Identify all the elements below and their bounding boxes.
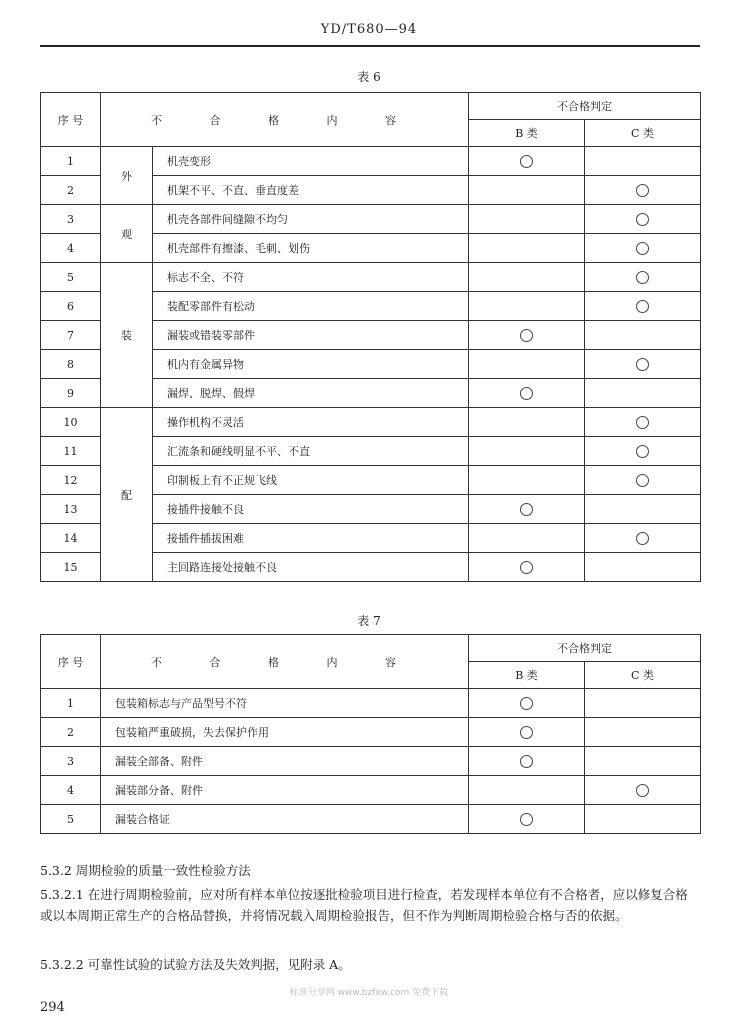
table-row [41, 408, 701, 437]
table-row [41, 718, 701, 747]
row-content: 包装箱标志与产品型号不符 [101, 689, 469, 718]
judge-c-cell [585, 524, 701, 553]
table-row [41, 205, 701, 234]
row-content: 机内有金属异物 [153, 350, 469, 379]
section-paragraph-2: 5.3.2.2 可靠性试验的试验方法及失效判据，见附录 A。 [40, 957, 351, 972]
conformity-mark-icon [636, 242, 649, 255]
table7-header-judge: 不合格判定 [469, 635, 701, 662]
judge-b-cell [469, 205, 585, 234]
conformity-mark-icon [636, 271, 649, 284]
judge-c-cell [585, 776, 701, 805]
table6-header-c: C 类 [585, 120, 701, 147]
table7-header-content [101, 635, 469, 689]
conformity-mark-icon [636, 784, 649, 797]
judge-c-cell [585, 205, 701, 234]
row-content: 接插件接触不良 [153, 495, 469, 524]
row-index: 2 [41, 718, 101, 747]
row-index: 5 [41, 263, 101, 292]
judge-b-cell [469, 176, 585, 205]
group-label-pei [101, 408, 153, 582]
row-content: 装配零部件有松动 [153, 292, 469, 321]
judge-c-cell [585, 379, 701, 408]
table6-header-content [101, 93, 469, 147]
table7-caption: 表 7 [357, 614, 381, 628]
group-label-text: 配 [121, 488, 132, 502]
judge-c-cell [585, 350, 701, 379]
judge-b-cell [469, 292, 585, 321]
table7-header-index: 序 号 [41, 635, 101, 689]
judge-b-cell [469, 553, 585, 582]
conformity-mark-icon [636, 474, 649, 487]
header-rule [40, 45, 700, 47]
judge-c-cell [585, 553, 701, 582]
row-content: 漏装全部备、附件 [101, 747, 469, 776]
group-label-wai [101, 147, 153, 205]
row-content: 汇流条和硬线明显不平、不直 [153, 437, 469, 466]
doc-header-code: YD/T680—94 [320, 22, 418, 37]
judge-c-cell [585, 292, 701, 321]
row-index: 1 [41, 689, 101, 718]
row-index: 10 [41, 408, 101, 437]
row-content: 漏装或错装零部件 [153, 321, 469, 350]
table-row [41, 263, 701, 292]
judge-b-cell [469, 379, 585, 408]
conformity-mark-icon [520, 561, 533, 574]
row-content: 机壳部件有擦漆、毛刺、划伤 [153, 234, 469, 263]
judge-b-cell [469, 495, 585, 524]
judge-c-cell [585, 321, 701, 350]
table6-header-b: B 类 [469, 120, 585, 147]
judge-b-cell [469, 805, 585, 834]
table6-caption: 表 6 [357, 70, 381, 84]
judge-c-cell [585, 747, 701, 776]
row-index: 12 [41, 466, 101, 495]
row-content: 漏装部分备、附件 [101, 776, 469, 805]
conformity-mark-icon [636, 213, 649, 226]
row-index: 1 [41, 147, 101, 176]
table-row [41, 747, 701, 776]
table6 [40, 92, 701, 582]
judge-b-cell [469, 524, 585, 553]
watermark-text: 标准分享网 www.bzfxw.com 免费下载 [289, 988, 449, 998]
judge-c-cell [585, 147, 701, 176]
table-row [41, 689, 701, 718]
row-index: 2 [41, 176, 101, 205]
row-content: 机壳各部件间缝隙不均匀 [153, 205, 469, 234]
row-index: 4 [41, 234, 101, 263]
row-index: 3 [41, 205, 101, 234]
judge-b-cell [469, 776, 585, 805]
table6-header-index: 序 号 [41, 93, 101, 147]
judge-c-cell [585, 437, 701, 466]
judge-b-cell [469, 466, 585, 495]
conformity-mark-icon [520, 329, 533, 342]
judge-c-cell [585, 495, 701, 524]
judge-c-cell [585, 689, 701, 718]
group-label-text: 观 [121, 227, 132, 241]
conformity-mark-icon [520, 155, 533, 168]
row-index: 6 [41, 292, 101, 321]
row-content: 标志不全、不符 [153, 263, 469, 292]
conformity-mark-icon [636, 184, 649, 197]
row-content: 机壳变形 [153, 147, 469, 176]
row-index: 4 [41, 776, 101, 805]
group-label-guan [101, 205, 153, 263]
conformity-mark-icon [520, 726, 533, 739]
table7-header-b: B 类 [469, 662, 585, 689]
judge-b-cell [469, 747, 585, 776]
table6-header-content-text: 不 合 格 内 容 [151, 113, 418, 127]
table7 [40, 634, 701, 834]
judge-c-cell [585, 176, 701, 205]
row-index: 11 [41, 437, 101, 466]
row-index: 3 [41, 747, 101, 776]
row-index: 7 [41, 321, 101, 350]
judge-b-cell [469, 147, 585, 176]
row-content: 接插件插拔困难 [153, 524, 469, 553]
row-index: 9 [41, 379, 101, 408]
row-content: 漏焊、脱焊、假焊 [153, 379, 469, 408]
judge-c-cell [585, 718, 701, 747]
judge-b-cell [469, 718, 585, 747]
page-number: 294 [40, 1000, 65, 1015]
table6-header-judge: 不合格判定 [469, 93, 701, 120]
row-content: 印制板上有不正规飞线 [153, 466, 469, 495]
row-content: 包装箱严重破损，失去保护作用 [101, 718, 469, 747]
conformity-mark-icon [636, 300, 649, 313]
conformity-mark-icon [636, 445, 649, 458]
table-row [41, 147, 701, 176]
conformity-mark-icon [520, 387, 533, 400]
judge-b-cell [469, 350, 585, 379]
row-index: 8 [41, 350, 101, 379]
row-content: 机架不平、不直、垂直度差 [153, 176, 469, 205]
conformity-mark-icon [636, 358, 649, 371]
judge-b-cell [469, 234, 585, 263]
judge-c-cell [585, 263, 701, 292]
judge-c-cell [585, 805, 701, 834]
judge-b-cell [469, 437, 585, 466]
table-row [41, 776, 701, 805]
judge-b-cell [469, 408, 585, 437]
row-content: 主回路连接处接触不良 [153, 553, 469, 582]
group-label-text: 装 [121, 329, 132, 342]
conformity-mark-icon [520, 755, 533, 768]
conformity-mark-icon [520, 503, 533, 516]
judge-b-cell [469, 689, 585, 718]
conformity-mark-icon [636, 416, 649, 429]
judge-c-cell [585, 408, 701, 437]
judge-b-cell [469, 263, 585, 292]
row-content: 漏装合格证 [101, 805, 469, 834]
row-index: 13 [41, 495, 101, 524]
table-row [41, 805, 701, 834]
judge-c-cell [585, 234, 701, 263]
row-index: 15 [41, 553, 101, 582]
table7-header-c: C 类 [585, 662, 701, 689]
row-content: 操作机构不灵活 [153, 408, 469, 437]
row-index: 14 [41, 524, 101, 553]
conformity-mark-icon [520, 697, 533, 710]
group-label-text: 外 [121, 169, 132, 183]
table7-header-content-text: 不 合 格 内 容 [151, 655, 418, 669]
section-title: 5.3.2 周期检验的质量一致性检验方法 [40, 863, 251, 878]
row-index: 5 [41, 805, 101, 834]
section-paragraph-1: 5.3.2.1 在进行周期检验前，应对所有样本单位按逐批检验项目进行检查，若发现样本单位有不合格者，应以修复合格或以本周期正常生产的合格品替换，并将情况载入周期检验报告，但不作为判断周期检验合格与否的依据。 [40, 887, 688, 923]
conformity-mark-icon [520, 813, 533, 826]
judge-b-cell [469, 321, 585, 350]
conformity-mark-icon [636, 532, 649, 545]
judge-c-cell [585, 466, 701, 495]
group-label-zhuang [101, 263, 153, 408]
